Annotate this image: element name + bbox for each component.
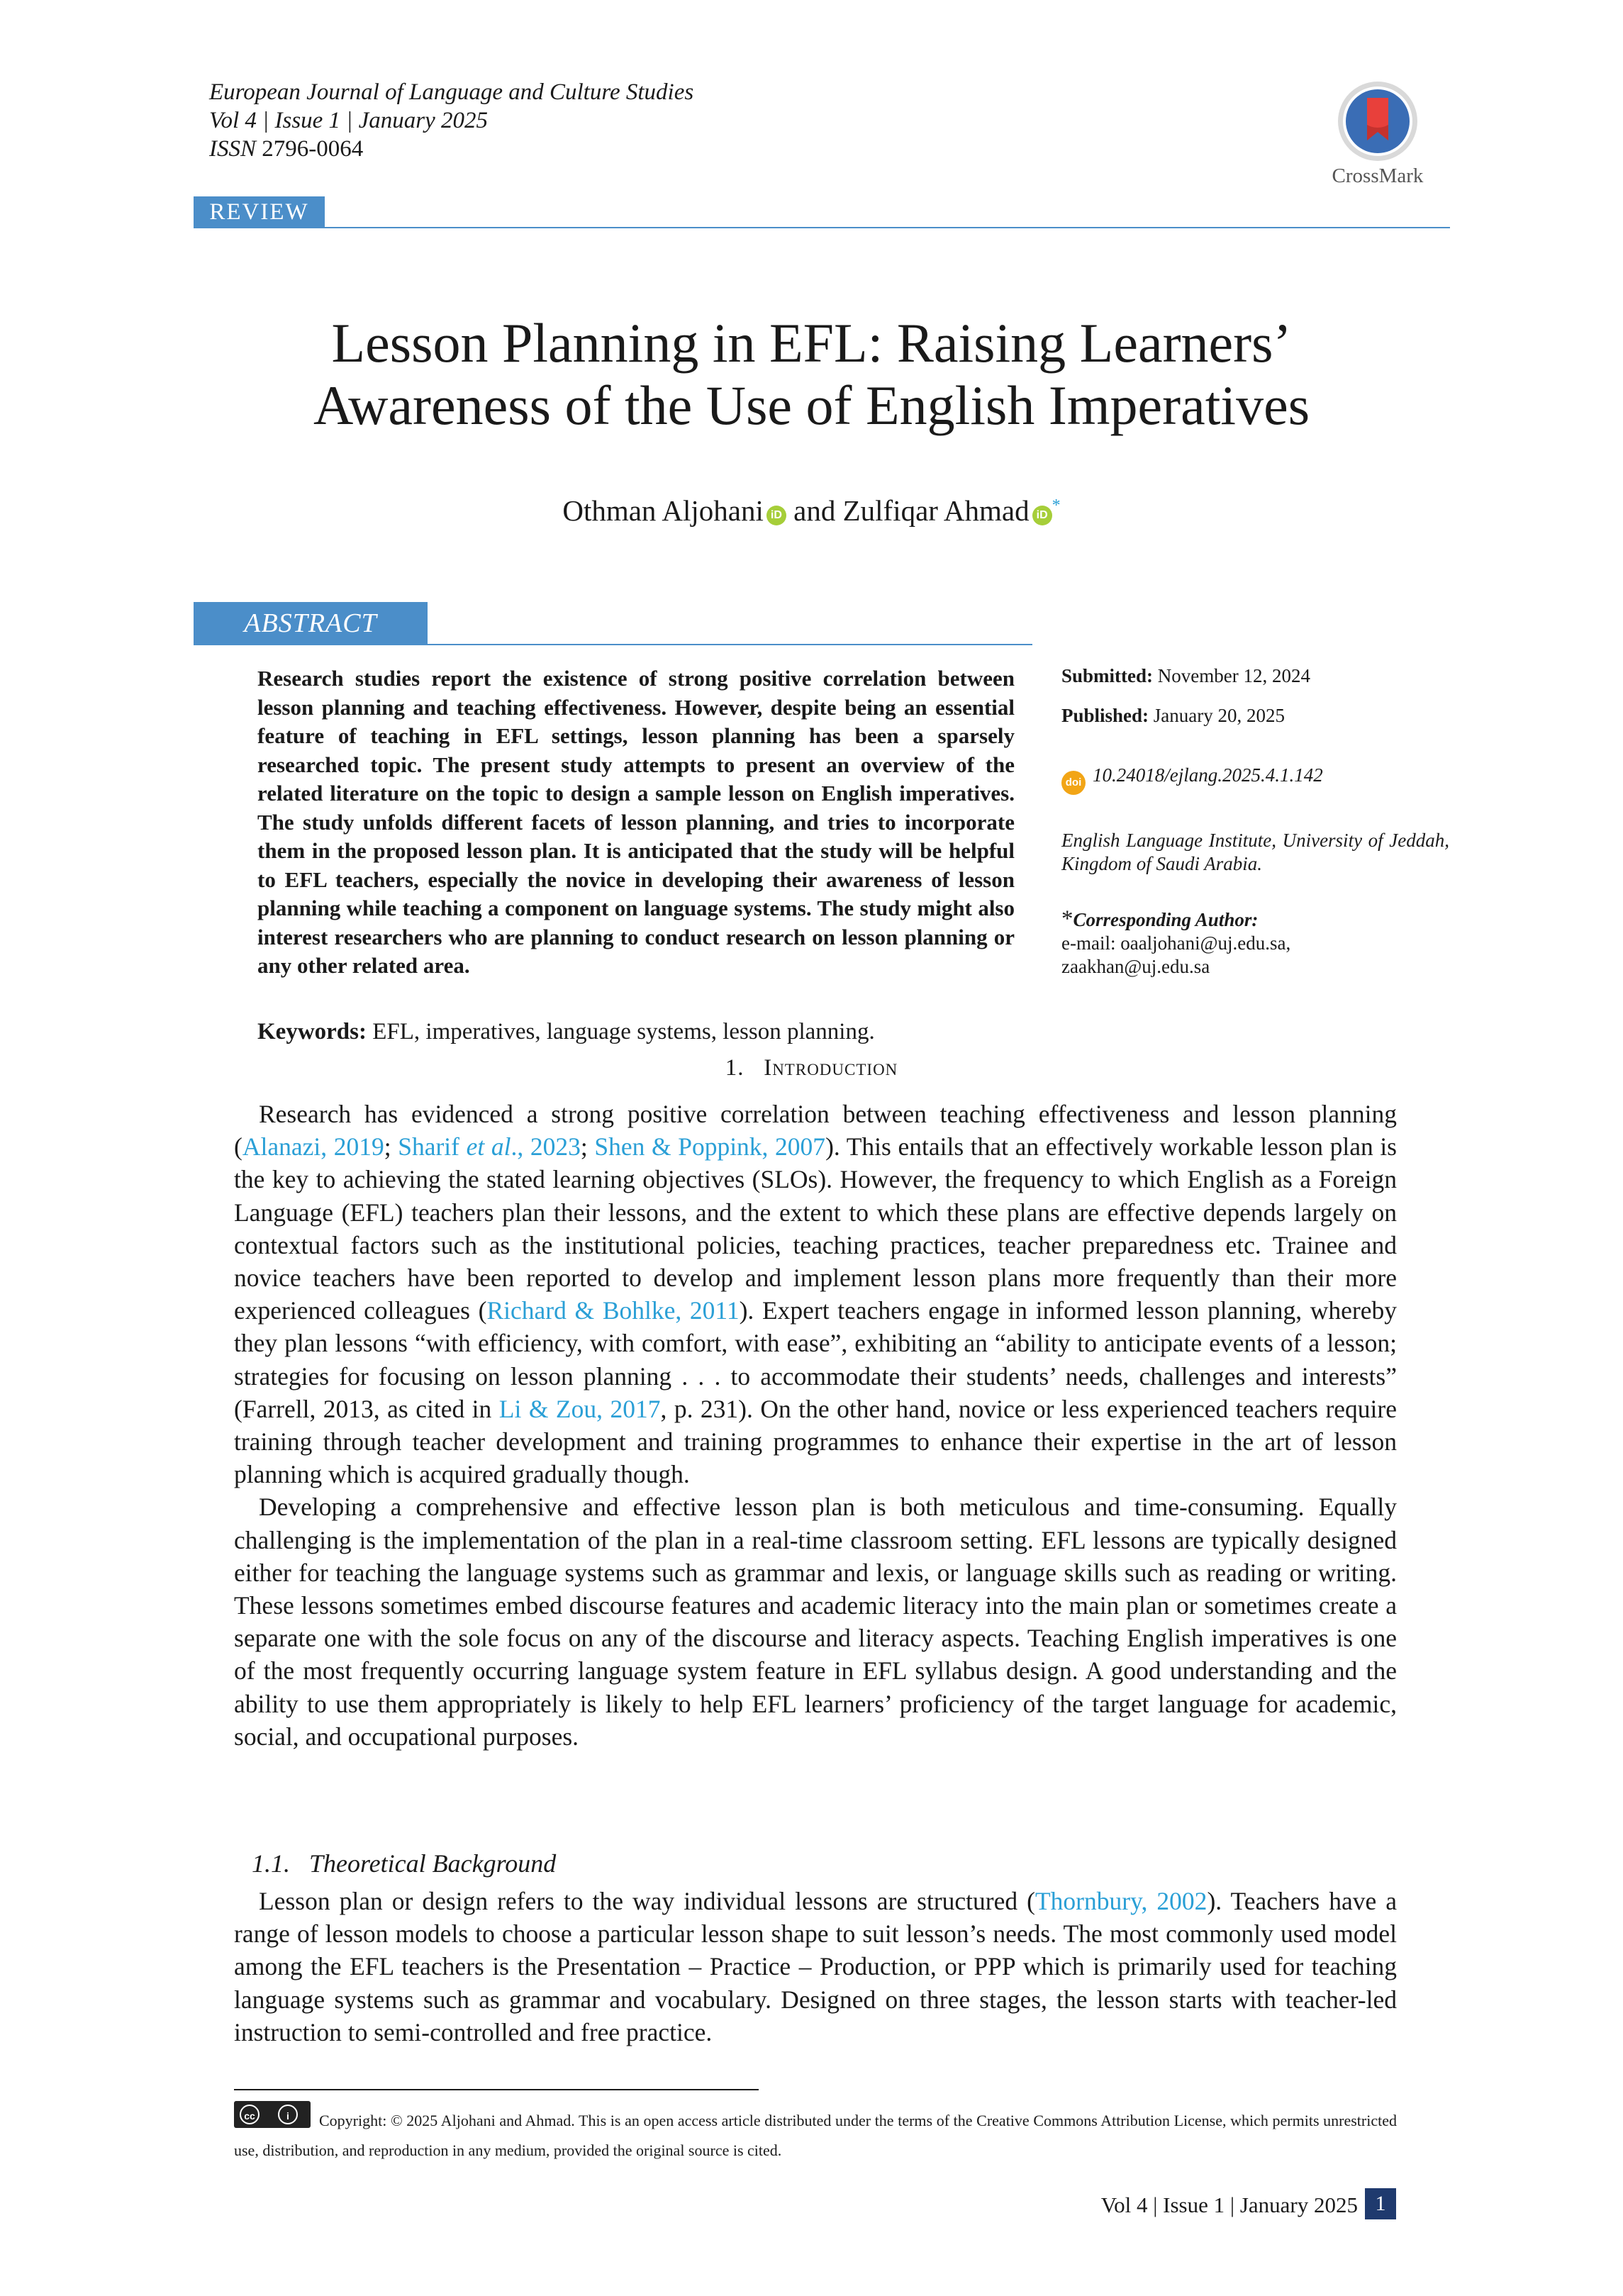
corresponding-asterisk: * — [1052, 496, 1061, 515]
published-label: Published: — [1061, 705, 1149, 726]
citation-link[interactable]: Li & Zou, 2017 — [498, 1394, 661, 1423]
crossmark-badge[interactable] — [1317, 79, 1438, 188]
abstract-rule — [194, 644, 1032, 645]
citation-link[interactable]: Alanazi, 2019 — [242, 1132, 384, 1161]
abstract-text: Research studies report the existence of strong positive correlation between lesson planning and teaching effectiveness. However, despite being an essential feature of teaching in EFL settings, lesson planning has been a sparsely researched topic. The present study attempts to present an overview of the related literature on the topic to design a sample lesson on English imperatives. The study unfolds different facets of lesson planning, and tries to incorporate them in the proposed lesson plan. It is anticipated that the study will be helpful to EFL teachers, especially the novice in developing their awareness of lesson planning while teaching a component on language systems. The study might also interest researchers who are planning to conduct research on lesson planning or any other related area. — [257, 666, 1015, 978]
crossmark-label: CrossMark — [1332, 165, 1424, 187]
email-line-1[interactable]: e-mail: oaaljohani@uj.edu.sa, — [1061, 932, 1291, 954]
article-title — [142, 312, 1481, 437]
citation-link[interactable]: Thornbury, 2002 — [1034, 1887, 1208, 1915]
text-run: Research has evidenced a strong positive correlation between teaching effectiveness and lesson planning ( — [234, 1100, 1397, 1161]
article-type-tag: REVIEW — [194, 196, 325, 228]
text-run: ; — [580, 1132, 595, 1161]
intro-paragraph-1 — [234, 1098, 1397, 1490]
page-number: 1 — [1365, 2188, 1396, 2219]
published-date: January 20, 2025 — [1153, 705, 1285, 726]
text-run: ; — [384, 1132, 398, 1161]
intro-heading — [142, 1053, 1481, 1083]
issn-number: 2796-0064 — [262, 136, 364, 162]
citation-year[interactable]: ., 2023 — [511, 1132, 581, 1161]
submitted-date: November 12, 2024 — [1157, 665, 1310, 686]
abstract-bar — [194, 602, 1032, 646]
review-bar — [194, 196, 1450, 229]
theory-paragraph-1 — [234, 1885, 1397, 2049]
corresponding-label: Corresponding Author: — [1073, 909, 1259, 930]
title-line-1: Lesson Planning in EFL: Raising Learners’ — [331, 312, 1292, 374]
cc-icon: cc — [240, 2105, 260, 2124]
title-line-2: Awareness of the Use of English Imperatives — [313, 374, 1310, 436]
volume-issue: Vol 4 | Issue 1 | January 2025 — [209, 108, 489, 133]
submitted-label: Submitted: — [1061, 665, 1154, 686]
keywords — [257, 1017, 1392, 1047]
journal-name: European Journal of Language and Culture Studies — [209, 79, 694, 105]
text-run: , p. 231). On the other hand, novice or less experienced teachers require training through teacher development and training programmes to enhance their expertise in the art of lesson planning which is acquired gradually though. — [234, 1394, 1397, 1489]
author-2: Zulfiqar Ahmad — [842, 494, 1030, 527]
keywords-label: Keywords: — [257, 1019, 367, 1044]
theory-title: Theoretical Background — [309, 1849, 557, 1878]
submitted-info — [1061, 664, 1449, 688]
text-run: Lesson plan or design refers to the way individual lessons are structured ( — [259, 1887, 1035, 1915]
author-1: Othman Aljohani — [562, 494, 764, 527]
orcid-icon[interactable]: iD — [766, 506, 786, 525]
page-footer: Vol 4 | Issue 1 | January 2025 — [1100, 2192, 1358, 2217]
text-run: ). Teachers have a range of lesson models to choose a particular lesson shape to suit lesson’s needs. The most commonly used model among the EFL teachers is the Presentation – Practice – Production, or PPP which is primarily used for teaching language systems such as grammar and vocabulary. Designed on three stages, the lesson starts with teacher-led instruction to semi-controlled and free practice. — [234, 1887, 1398, 2046]
published-info — [1061, 704, 1449, 728]
affiliation: English Language Institute, University of Jeddah, Kingdom of Saudi Arabia. — [1061, 830, 1449, 874]
footnote-rule — [234, 2089, 759, 2090]
citation-etal[interactable]: et al — [466, 1132, 511, 1161]
issn — [209, 135, 693, 163]
theory-body — [234, 1885, 1397, 2049]
intro-title: Introduction — [764, 1055, 898, 1081]
author-connector: and — [793, 494, 836, 527]
doi-line[interactable] — [1061, 764, 1449, 795]
keywords-text: EFL, imperatives, language systems, lesson planning. — [372, 1019, 875, 1044]
intro-number: 1. — [725, 1055, 744, 1081]
doi-link[interactable]: 10.24018/ejlang.2025.4.1.142 — [1093, 764, 1323, 786]
intro-body — [234, 1098, 1397, 1753]
header-rule — [194, 227, 1450, 228]
citation-author[interactable]: Sharif — [398, 1132, 467, 1161]
author-line — [142, 488, 1481, 528]
issn-label: ISSN — [209, 136, 256, 162]
text-run: ). Expert teachers engage in informed lesson planning, whereby they plan lessons “with efficiency, with comfort, with ease”, exhibiting an “ability to anticipate events of a lesson; strategies for focusing on lesson planning . . . to accommodate their students’ needs, challenges and interests” (Farrell, 2013, as cited in — [234, 1296, 1397, 1423]
citation-link[interactable] — [398, 1132, 581, 1161]
corresponding-asterisk: * — [1061, 906, 1073, 932]
crossmark-icon — [1336, 79, 1420, 163]
text-run: ). This entails that an effectively workable lesson plan is the key to achieving the stated learning objectives (SLOs). However, the frequency to which English as a Foreign Language (EFL) teachers plan their lessons, and the extent to which these plans are effective depends largely on contextual factors such as the institutional policies, teaching practices, teacher preparedness etc. Trainee and novice teachers have been reported to develop and implement lesson plans more frequently than their more experienced colleagues ( — [234, 1132, 1397, 1325]
orcid-icon[interactable]: iD — [1032, 506, 1052, 525]
doi-icon: doi — [1061, 771, 1086, 795]
theory-number: 1.1. — [252, 1849, 290, 1878]
corresponding-author — [1061, 908, 1449, 979]
theory-heading — [252, 1847, 556, 1880]
copyright-notice: Copyright: © 2025 Aljohani and Ahmad. This is an open access article distributed under the terms of the Creative Commons Attribution License, which permits unrestricted use, distribution, and reproduction in any medium, provided the original source is cited. — [234, 2112, 1397, 2159]
citation-link[interactable]: Richard & Bohlke, 2011 — [486, 1296, 740, 1325]
attribution-icon: i — [278, 2105, 298, 2124]
email-line-2[interactable]: zaakhan@uj.edu.sa — [1061, 956, 1210, 977]
abstract-heading: ABSTRACT — [194, 602, 428, 645]
intro-paragraph-2: Developing a comprehensive and effective lesson plan is both meticulous and time-consuming. Equally challenging is the implementation of the plan in a real-time classroom setting. EFL lessons are typically designed either for teaching the language systems such as grammar and lexis, or language skills such as reading or writing. These lessons sometimes embed discourse features and academic literacy into the main plan or sometimes create a separate one with the sole focus on any of the discourse and literacy aspects. Teaching English imperatives is one of the most frequently occurring language system feature in EFL syllabus design. A good understanding and the ability to use them appropriately is likely to help EFL learners’ proficiency of the target language for academic, social, and occupational purposes. — [234, 1493, 1397, 1751]
journal-header — [209, 78, 693, 163]
citation-link[interactable]: Shen & Poppink, 2007 — [594, 1132, 826, 1161]
